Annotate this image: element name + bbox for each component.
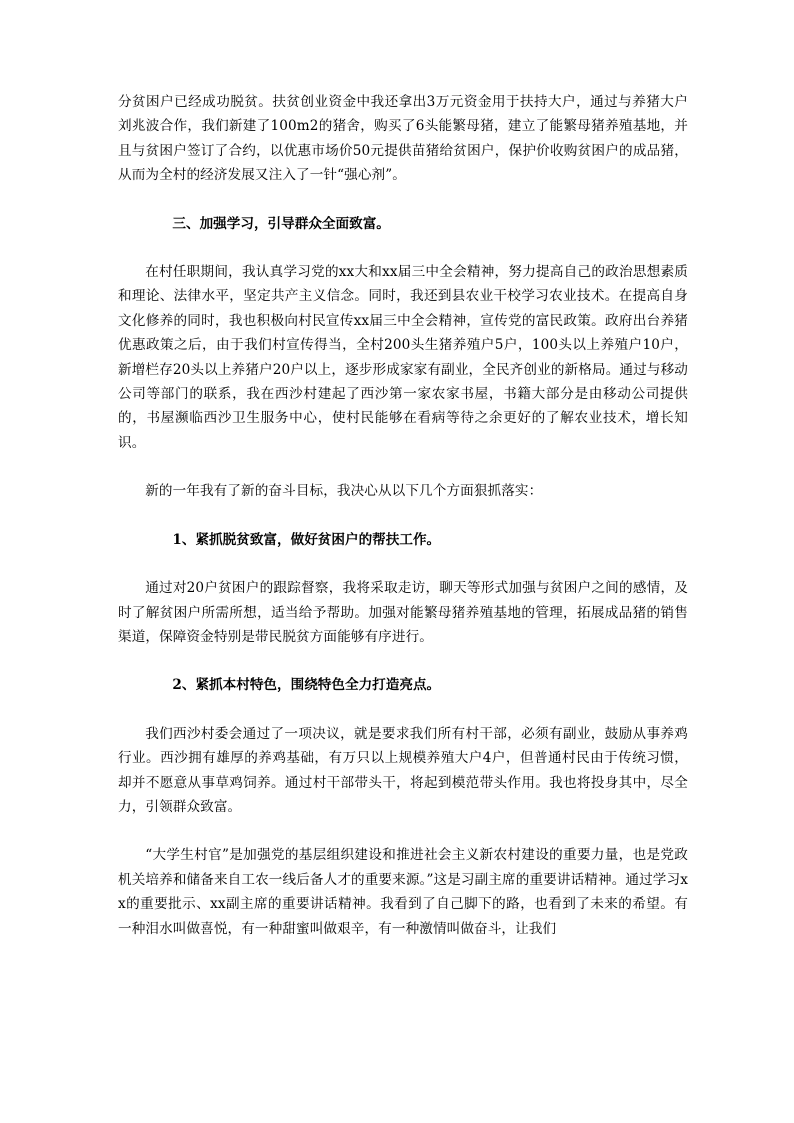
section-heading-study: 三、加强学习，引导群众全面致富。 xyxy=(172,215,390,232)
paragraph-village-official-quote: “大学生村官”是加强党的基层组织建设和推进社会主义新农村建设的重要力量，也是党政机关培养和储备来自工农一线后备人才的重要来源。”这是习副主席的重要讲话精神。通过学习xx的重要批示、xx副主席的重要讲话精神。我看到了自己脚下的路，也看到了未来的希望。有一种泪水叫做喜悦，有一种甜蜜叫做艰辛，有一种激情叫做奋斗，让我们 xyxy=(118,847,688,937)
paragraph-study-details: 在村任职期间，我认真学习党的xx大和xx届三中全会精神，努力提高自己的政治思想素质和理论、法律水平，坚定共产主义信念。同时，我还到县农业干校学习农业技术。在提高自身文化修养的同时，我也积极向村民宣传xx届三中全会精神，宣传党的富民政策。政府出台养猪优惠政策之后，由于我们村宣传得当，全村200头生猪养殖户5户，100头以上养殖户10户，新增栏存20头以上养猪户20户以上，逐步形成家家有副业，全民齐创业的新格局。通过与移动公司等部门的联系，我在西沙村建起了西沙第一家农家书屋，书籍大部分是由移动公司提供的，书屋濒临西沙卫生服务中心，使村民能够在看病等待之余更好的了解农业技术，增长知识。 xyxy=(118,264,688,451)
paragraph-spacer xyxy=(118,188,688,212)
paragraph-poverty-plan: 通过对20户贫困户的跟踪督察，我将采取走访，聊天等形式加强与贫困户之间的感情，及时了解贫困户所需所想，适当给予帮助。加强对能繁母猪养殖基地的管理，拓展成品猪的销售渠道，保障资金特别是带民脱贫方面能够有序进行。 xyxy=(118,580,688,645)
paragraph-spacer xyxy=(118,819,688,843)
paragraph-spacer xyxy=(118,236,688,260)
document-body xyxy=(118,90,688,941)
paragraph-spacer xyxy=(118,552,688,576)
paragraph-spacer xyxy=(118,504,688,528)
goal-heading-poverty: 1、紧抓脱贫致富，做好贫困户的帮扶工作。 xyxy=(172,531,441,548)
paragraph-poverty-relief-continued: 分贫困户已经成功脱贫。扶贫创业资金中我还拿出3万元资金用于扶持大户，通过与养猪大户刘兆波合作，我们新建了100m2的猪舍，购买了6头能繁母猪，建立了能繁母猪养殖基地，并且与贫困户签订了合约，以优惠市场价50元提供苗猪给贫困户，保护价收购贫困户的成品猪，从而为全村的经济发展又注入了一针“强心剂”。 xyxy=(118,94,688,184)
paragraph-chicken-farming: 我们西沙村委会通过了一项决议，就是要求我们所有村干部，必须有副业，鼓励从事养鸡行业。西沙拥有雄厚的养鸡基础，有万只以上规模养殖大户4户，但普通村民由于传统习惯，却并不愿意从事草鸡饲养。通过村干部带头干，将起到模范带头作用。我也将投身其中，尽全力，引领群众致富。 xyxy=(118,725,688,815)
paragraph-spacer xyxy=(118,649,688,673)
paragraph-spacer xyxy=(118,698,688,722)
paragraph-spacer xyxy=(118,455,688,479)
paragraph-new-year-goals: 新的一年我有了新的奋斗目标，我决心从以下几个方面狠抓落实： xyxy=(145,483,543,500)
goal-heading-village-features: 2、紧抓本村特色，围绕特色全力打造亮点。 xyxy=(172,677,441,694)
